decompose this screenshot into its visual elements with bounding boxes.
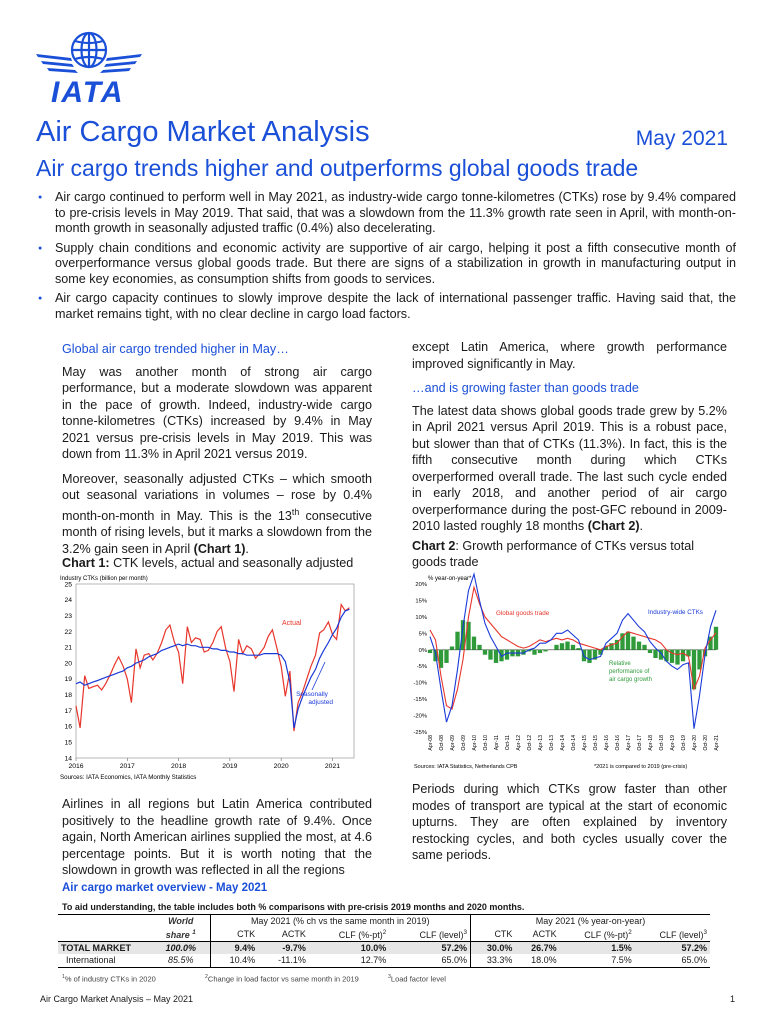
chart2-bar (428, 650, 432, 653)
cell: -11.1% (278, 955, 306, 966)
table-header-row (58, 915, 710, 928)
table-subheader-row (58, 928, 710, 942)
paragraph: except Latin America, where growth performance improved significantly in May. (412, 340, 727, 371)
chart2-bar (653, 650, 657, 658)
chart2-annotation-trade: Global goods trade (496, 610, 550, 617)
chart2-bar (538, 650, 542, 653)
chart1-series-line (76, 605, 349, 732)
chart1-ytick-label: 15 (64, 739, 72, 747)
chart2-bar (675, 650, 679, 665)
col-header: ACTK (532, 929, 557, 939)
cell: 18.0% (531, 955, 557, 966)
footnote: $^3$Load factor level (388, 974, 446, 984)
chart2-bar (626, 632, 630, 650)
chart1-ylabel: Industry CTKs (billion per month) (60, 576, 148, 582)
section-heading: Global air cargo trended higher in May… (62, 342, 289, 356)
cell: 12.7% (360, 955, 387, 966)
chart2-xtick-label: Oct-12 (527, 735, 533, 751)
chart2-xtick-label: Oct-08 (439, 735, 445, 751)
chart2-xtick-label: Apr-20 (692, 735, 698, 751)
page-subtitle: Air cargo trends higher and outperforms global goods trade (36, 155, 639, 181)
chart2-bar (648, 650, 652, 653)
cell: 30.0% (470, 941, 515, 954)
cell: 9.4% (210, 941, 258, 954)
chart2-growth-performance (398, 572, 728, 772)
chart2-xtick-label: Oct-19 (681, 735, 687, 751)
chart2-bar (532, 650, 536, 655)
cell: 7.5% (611, 955, 632, 966)
chart2-xtick-label: Oct-16 (615, 735, 621, 751)
chart2-ytick-label: 20% (415, 582, 427, 588)
row-label: International (66, 955, 116, 966)
chart2-xtick-label: Oct-17 (637, 735, 643, 751)
chart1-ctk-levels (52, 570, 377, 782)
chart2-bar (483, 650, 487, 655)
chart1-xtick-label: 2016 (68, 763, 84, 770)
chart1-xtick-label: 2018 (171, 763, 187, 770)
chart2-bar (477, 645, 481, 650)
col-header: CLF $(\%-pt)^2$ (584, 928, 632, 940)
cell: -9.7% (282, 942, 306, 953)
right-column-top (412, 339, 727, 543)
chart1-annotation-arrow (312, 662, 325, 690)
cell: 65.0% (441, 955, 467, 966)
chart1-annotation-sa-1: Seasonally (296, 691, 328, 698)
cell: 1.5% (611, 942, 632, 953)
chart1-ytick-label: 20 (64, 660, 72, 668)
group-header-yoy: May 2021 (% year-on-year) (470, 915, 710, 928)
chart2-ytick-label: -10% (413, 680, 427, 687)
col-header: CTK (210, 928, 258, 942)
col-header: CTK (470, 928, 515, 942)
chart1-ytick-label: 25 (64, 581, 72, 589)
left-column-top (62, 341, 372, 565)
chart2-bar (450, 646, 454, 649)
chart2-xtick-label: Apr-10 (472, 735, 478, 751)
chart2-bar (565, 642, 569, 650)
chart1-ytick-label: 22 (64, 628, 72, 636)
paragraph: The latest data shows global goods trade grew by 5.2% in April 2021 versus April 2019. This is a robust pace, but slower than that of CTKs (11.3%). In fact, this is the fifth consecutive month during which CTKs overperformed overall trade. The last such cycle ended in early 2018, and another period of air cargo overperformance during the post-GFC rebound in 2009-2010 lasted roughly 18 months (Chart 2). (412, 403, 727, 533)
chart2-xtick-label: Apr-09 (450, 735, 456, 751)
chart2-bar (637, 642, 641, 650)
chart1-ytick-label: 24 (64, 597, 72, 605)
market-overview-table (58, 914, 710, 968)
chart2-xtick-label: Oct-15 (593, 735, 599, 751)
chart2-bar (642, 645, 646, 650)
key-point: ● Air cargo continued to perform well in May 2021, as industry-wide cargo tonne-kilometres (CTKs) rose by 9.4% compared to pre-crisis levels in May 2019. That said, that was a slowdown from the 11.3% growth rate seen in April, with month-on-month growth in seasonally adjusted traffic (0.4%) also decelerating. (34, 190, 736, 237)
chart1-plot-frame (76, 584, 354, 758)
page-footer: Air Cargo Market Analysis – May 2021 (40, 994, 194, 1004)
key-point: ● Air cargo capacity continues to slowly improve despite the lack of international passenger traffic. Having said that, the market remains tight, with no clear decline in cargo load factors. (34, 291, 736, 322)
paragraph: Moreover, seasonally adjusted CTKs – which smooth out seasonal variations in volumes – rose by 0.4% month-on-month in May. This is the 13th consecutive month of rising levels, but it marks a slowdown from the 3.2% gain seen in April (Chart 1). (62, 471, 372, 556)
chart2-bar (571, 645, 575, 650)
chart1-ytick-label: 17 (64, 707, 72, 715)
chart2-bar (488, 650, 492, 660)
row-label: TOTAL MARKET (61, 942, 131, 953)
chart2-bar (576, 648, 580, 650)
chart2-xtick-label: Apr-21 (714, 735, 720, 751)
paragraph: May was another month of strong air cargo performance, but a moderate slowdown was apparent in the pace of growth. Indeed, industry-wide cargo tonne-kilometres (CTKs) increased by 9.4% in May 2021 versus pre-crisis levels in May 2019. This was down from 11.3% in April 2021 versus 2019. (62, 364, 372, 461)
cell: 65.0% (681, 955, 707, 966)
cell: 57.2% (441, 942, 467, 953)
col-header: CLF $(\%-pt)^2$ (338, 928, 387, 940)
chart2-xtick-label: Apr-13 (538, 735, 544, 751)
chart2-xtick-label: Apr-17 (626, 735, 632, 751)
chart2-bar (714, 627, 718, 650)
report-date: May 2021 (635, 127, 728, 150)
chart2-xtick-label: Oct-14 (571, 735, 577, 751)
cell: 10.4% (210, 954, 258, 967)
chart1-source: Sources: IATA Economics, IATA Monthly Statistics (60, 774, 197, 781)
chart1-ytick-label: 14 (64, 755, 72, 763)
table-note: To aid understanding, the table includes both % comparisons with pre-crisis 2019 months and 2020 months. (62, 902, 525, 912)
iata-wordmark: IATA (51, 76, 125, 109)
paragraph: Airlines in all regions but Latin America contributed positively to the headline growth rate of 9.4%. Once again, North American airlines supplied the most, at 4.6 percentage points. But it is worth noting that the slowdown in growth was reflected in all the regions (62, 797, 372, 877)
chart1-xtick-label: 2021 (324, 763, 341, 770)
chart2-xtick-label: Apr-08 (428, 735, 434, 751)
chart2-bar (554, 645, 558, 650)
cell: 85.5% (167, 955, 194, 966)
chart2-xtick-label: Apr-14 (560, 735, 566, 751)
chart2-bar (494, 650, 498, 663)
chart2-source: Sources: IATA Statistics, Netherlands CPB (414, 764, 518, 770)
chart2-ytick-label: 10% (415, 614, 427, 621)
footnote: $^2$Change in load factor vs same month in 2019 (205, 974, 359, 984)
chart2-bar (455, 632, 459, 650)
chart2-note: *2021 is compared to 2019 (pre-crisis) (594, 764, 688, 770)
chart2-annotation-rel-1: Relative (609, 661, 631, 667)
chart1-ytick-label: 19 (64, 676, 72, 684)
cell: 100.0% (165, 942, 197, 953)
chart2-annotation-ctk: Industry-wide CTKs (648, 609, 703, 616)
chart2-xtick-label: Apr-16 (604, 735, 610, 751)
chart1-annotation-sa-2: adjusted (308, 699, 333, 706)
chart1-caption: Chart 1: CTK levels, actual and seasonally adjusted (62, 556, 354, 570)
world-share-header: World (168, 916, 194, 927)
cell: 26.7% (531, 942, 557, 953)
chart2-ytick-label: 15% (415, 598, 427, 605)
col-header: CLF (level)$^3$ (659, 928, 707, 940)
left-column-bottom (62, 796, 372, 887)
chart1-xtick-label: 2020 (273, 763, 289, 770)
chart2-bar (444, 650, 448, 663)
iata-logo (34, 28, 144, 108)
chart2-xtick-label: Oct-09 (461, 735, 467, 751)
chart1-annotation-actual: Actual (282, 620, 302, 627)
right-column-bottom (412, 781, 727, 872)
chart2-annotation-rel-3: air cargo growth (609, 677, 653, 683)
page-title: Air Cargo Market Analysis (36, 116, 370, 148)
chart2-xtick-label: Oct-18 (659, 735, 665, 751)
table-title: Air cargo market overview - May 2021 (62, 882, 268, 894)
table-row (58, 941, 710, 954)
cell: 10.0% (360, 942, 387, 953)
chart2-xtick-label: Oct-11 (505, 735, 511, 751)
chart2-annotation-rel-2: performance of (609, 669, 650, 675)
chart2-bar (631, 637, 635, 650)
chart2-xtick-label: Oct-13 (549, 735, 555, 751)
key-points-list (34, 190, 736, 326)
chart1-xtick-label: 2017 (119, 763, 135, 770)
cell: 33.3% (470, 954, 515, 967)
chart2-bar (681, 650, 685, 662)
chart1-ytick-label: 18 (64, 692, 72, 700)
chart2-ytick-label: -15% (413, 697, 427, 704)
chart1-series-line (76, 609, 349, 728)
page-number: 1 (729, 994, 735, 1004)
chart1-xtick-label: 2019 (222, 763, 238, 770)
chart2-ytick-label: -20% (413, 713, 427, 720)
chart1-ytick-label: 16 (64, 723, 72, 731)
group-header-2019: May 2021 (% ch vs the same month in 2019) (210, 915, 470, 928)
cell: 57.2% (681, 942, 707, 953)
chart2-xtick-label: Apr-15 (582, 735, 588, 751)
chart2-ytick-label: 5% (418, 631, 427, 638)
chart2-bar (505, 650, 509, 660)
table-row (58, 954, 710, 967)
chart2-xtick-label: Apr-11 (494, 735, 500, 751)
chart2-ytick-label: 0% (418, 647, 427, 654)
chart2-xtick-label: Oct-10 (483, 735, 489, 751)
chart2-ytick-label: -25% (413, 730, 427, 736)
chart2-bar (587, 650, 591, 663)
chart2-xtick-label: Apr-12 (516, 735, 522, 751)
chart2-bar (560, 643, 564, 650)
paragraph: Periods during which CTKs grow faster than other modes of transport are typical at the start of economic upturns. They are often explained by inventory restocking cycles, and both cycles usually cover the same periods. (412, 782, 727, 862)
col-header: ACTK (281, 929, 306, 939)
chart2-xtick-label: Apr-18 (648, 735, 654, 751)
chart2-caption: Chart 2: Growth performance of CTKs versus total goods trade (412, 539, 695, 569)
chart2-bar (472, 637, 476, 650)
chart2-xtick-label: Apr-19 (670, 735, 676, 751)
key-point: ● Supply chain conditions and economic activity are supportive of air cargo, helping it post a fifth consecutive month of overperformance versus global goods trade. But there are signs of a stabilization in growth in manufacturing output in some key economies, as consumption shifts from goods to services. (34, 241, 736, 288)
col-header: CLF (level)$^3$ (419, 928, 467, 940)
world-share-header-2: share $^1$ (165, 928, 196, 940)
chart2-ylabel: % year-on-year* (428, 576, 472, 582)
chart2-xtick-label: Oct-20 (703, 735, 709, 751)
chart1-ytick-label: 23 (64, 612, 72, 620)
chart2-bar (543, 650, 547, 652)
chart1-ytick-label: 21 (64, 644, 72, 652)
section-heading: …and is growing faster than goods trade (412, 381, 639, 395)
footnote: $^1$% of industry CTKs in 2020 (62, 974, 156, 984)
chart2-ytick-label: -5% (416, 664, 427, 671)
